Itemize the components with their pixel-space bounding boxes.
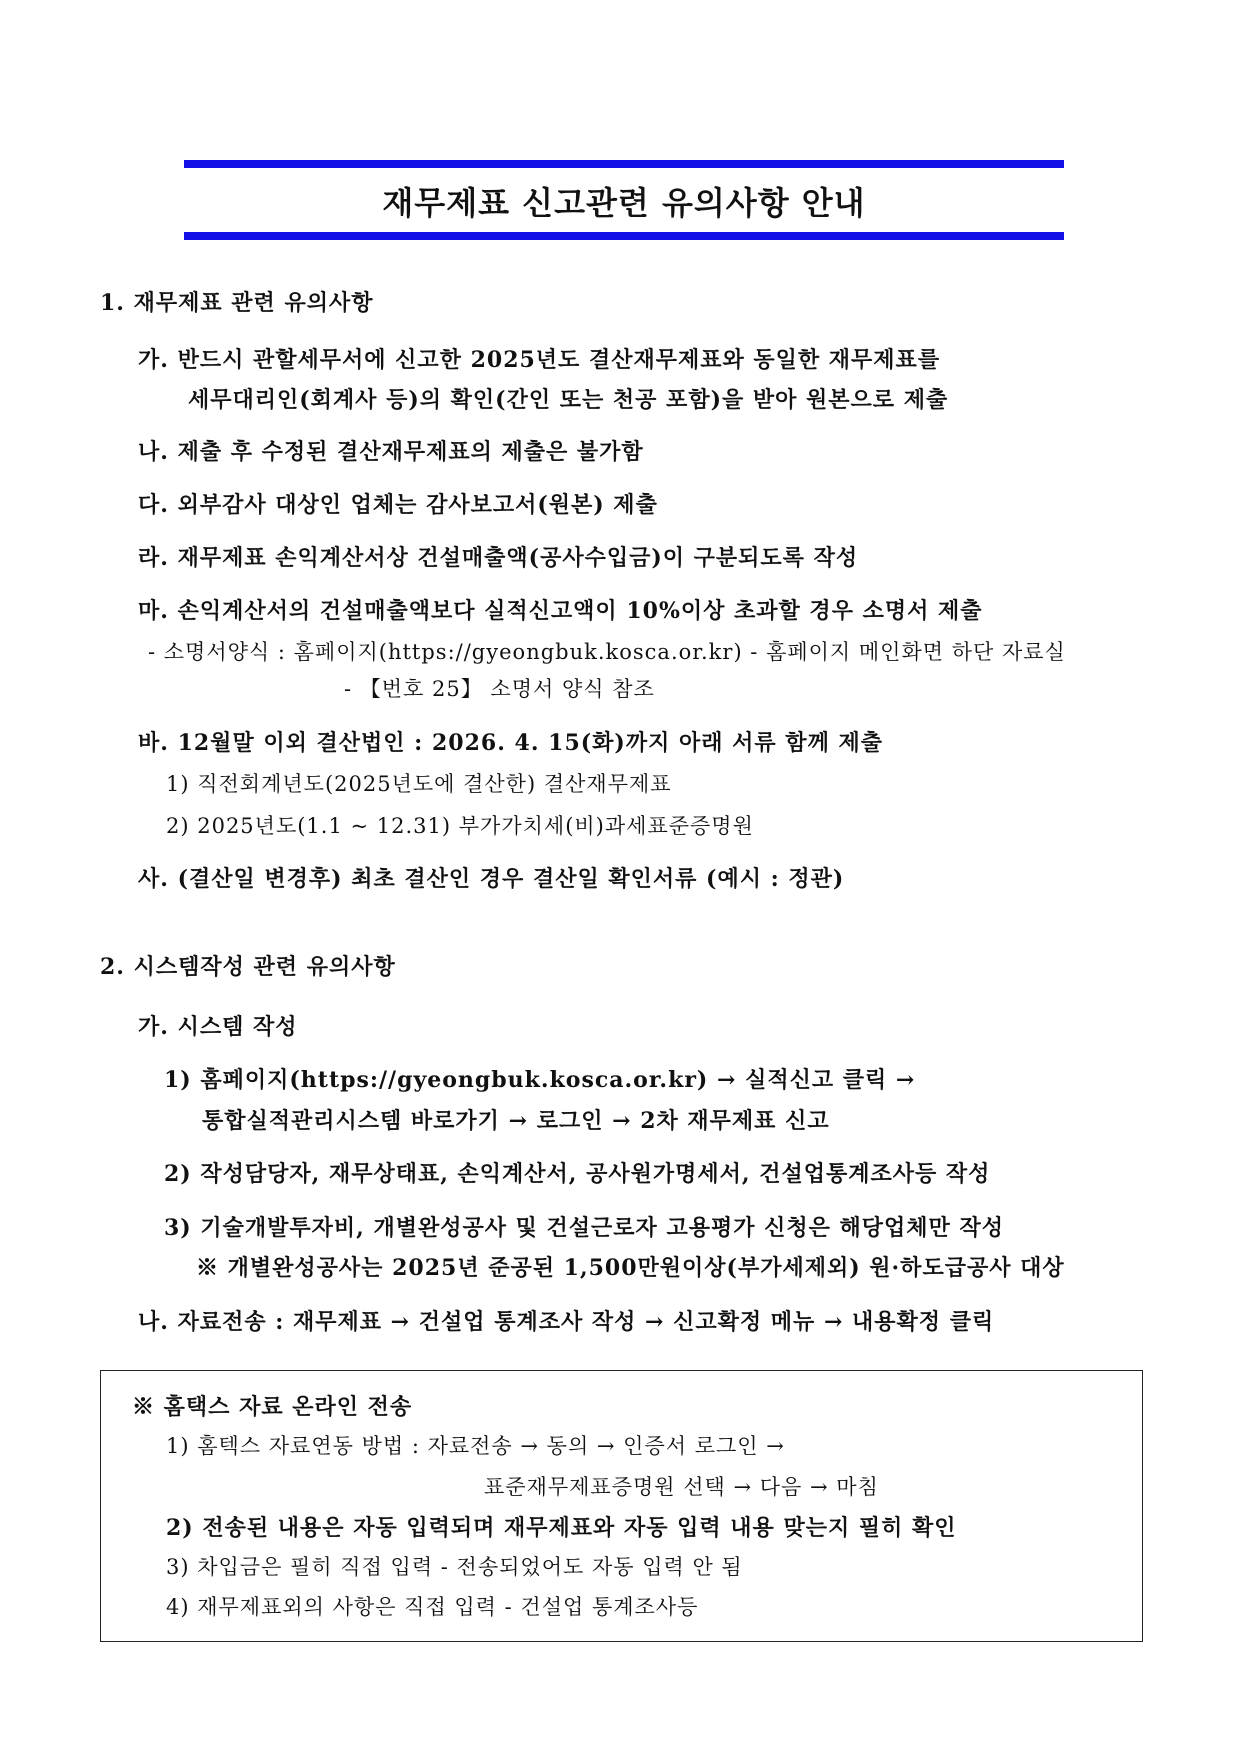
- hometax-item-4: 4) 재무제표외의 사항은 직접 입력 - 건설업 통계조사등: [166, 1595, 699, 1619]
- section1-item-ba: 바. 12월말 이외 결산법인 : 2026. 4. 15(화)까지 아래 서류 함께 제출: [138, 730, 883, 756]
- section2-item-ga-sub2: 2) 작성담당자, 재무상태표, 손익계산서, 공사원가명세서, 건설업통계조사등 작성: [164, 1161, 991, 1187]
- hometax-item-1-line2: 표준재무제표증명원 선택 → 다음 → 마침: [484, 1475, 879, 1499]
- section2-item-ga-sub1-line2: 통합실적관리시스템 바로가기 → 로그인 → 2차 재무제표 신고: [202, 1108, 830, 1134]
- section2-item-ga-sub3-note: ※ 개별완성공사는 2025년 준공된 1,500만원이상(부가세제외) 원·하도급공사 대상: [196, 1255, 1065, 1281]
- section1-item-ba-sub2: 2) 2025년도(1.1 ~ 12.31) 부가가치세(비)과세표준증명원: [166, 814, 754, 838]
- page-title: 재무제표 신고관련 유의사항 안내: [382, 184, 866, 222]
- hometax-heading: ※ 홈택스 자료 온라인 전송: [132, 1394, 413, 1420]
- section2-item-na: 나. 자료전송 : 재무제표 → 건설업 통계조사 작성 → 신고확정 메뉴 → 내용확정 클릭: [138, 1309, 995, 1335]
- hometax-item-1-line1: 1) 홈텍스 자료연동 방법 : 자료전송 → 동의 → 인증서 로그인 →: [166, 1434, 785, 1458]
- hometax-item-2: 2) 전송된 내용은 자동 입력되며 재무제표와 자동 입력 내용 맞는지 필히 확인: [166, 1515, 957, 1541]
- section2-item-ga: 가. 시스템 작성: [138, 1014, 298, 1040]
- section1-item-da: 다. 외부감사 대상인 업체는 감사보고서(원본) 제출: [138, 492, 658, 518]
- title-top-rule: [184, 160, 1064, 168]
- section1-item-ga-line1: 가. 반드시 관할세무서에 신고한 2025년도 결산재무제표와 동일한 재무제표를: [138, 347, 941, 373]
- title-bottom-rule: [184, 232, 1064, 240]
- section2-item-ga-sub3: 3) 기술개발투자비, 개별완성공사 및 건설근로자 고용평가 신청은 해당업체만 작성: [164, 1215, 1004, 1241]
- section1-item-sa: 사. (결산일 변경후) 최초 결산인 경우 결산일 확인서류 (예시 : 정관): [138, 866, 845, 892]
- section1-item-ma-note2: - 【번호 25】 소명서 양식 참조: [344, 677, 655, 701]
- section1-item-ra: 라. 재무제표 손익계산서상 건설매출액(공사수입금)이 구분되도록 작성: [138, 545, 859, 571]
- section2-heading: 2. 시스템작성 관련 유의사항: [100, 954, 396, 980]
- section1-item-ma: 마. 손익계산서의 건설매출액보다 실적신고액이 10%이상 초과할 경우 소명서 제출: [138, 598, 983, 624]
- section1-item-ba-sub1: 1) 직전회계년도(2025년도에 결산한) 결산재무제표: [166, 772, 672, 796]
- section1-item-ga-line2: 세무대리인(회계사 등)의 확인(간인 또는 천공 포함)을 받아 원본으로 제출: [188, 387, 949, 413]
- section1-heading: 1. 재무제표 관련 유의사항: [100, 290, 374, 316]
- hometax-item-3: 3) 차입금은 필히 직접 입력 - 전송되었어도 자동 입력 안 됨: [166, 1555, 743, 1579]
- section2-item-ga-sub1-line1: 1) 홈페이지(https://gyeongbuk.kosca.or.kr) → 실적신고 클릭 →: [164, 1067, 916, 1093]
- section1-item-ma-note1: - 소명서양식 : 홈페이지(https://gyeongbuk.kosca.or.kr) - 홈페이지 메인화면 하단 자료실: [148, 640, 1066, 664]
- section1-item-na: 나. 제출 후 수정된 결산재무제표의 제출은 불가함: [138, 439, 644, 465]
